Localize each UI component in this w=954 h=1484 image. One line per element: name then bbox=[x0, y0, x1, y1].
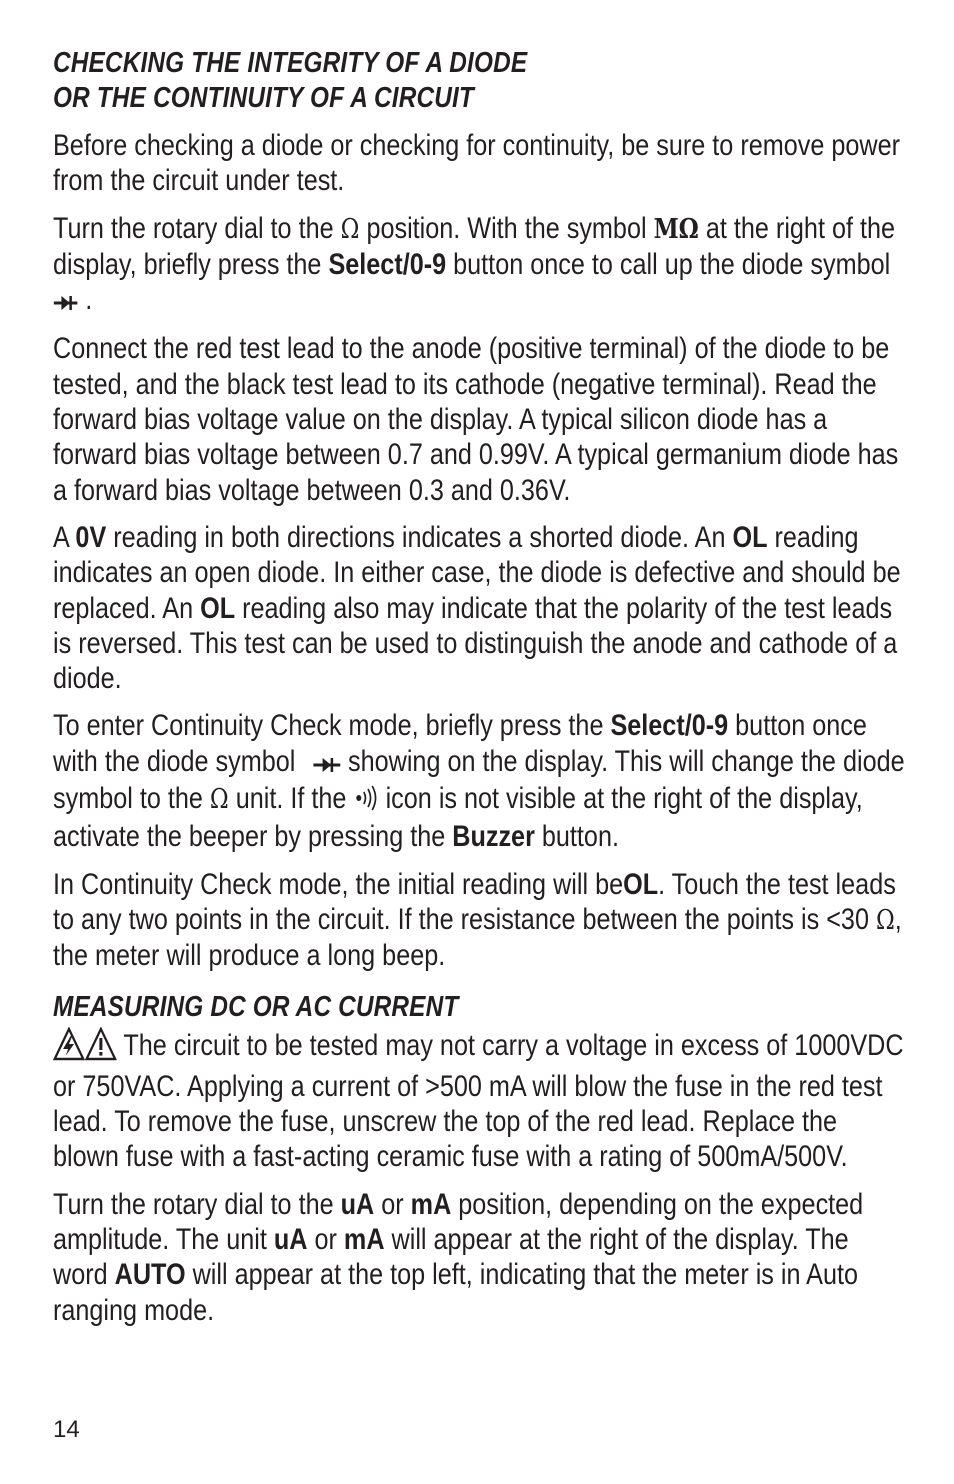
paragraph-warning-fuse: The circuit to be tested may not carry a voltage in excess of 1000VDC or 750VAC. Applying a current of >500 mA will blow the fuse in the red test lead. To remove the fuse, unscrew the top of the red lead. Replace the blown fuse with a fast-acting ceramic fuse with a rating of 500mA/500V. bbox=[53, 1028, 904, 1174]
beeper-icon bbox=[353, 784, 378, 819]
paragraph-connect-leads: Connect the red test lead to the anode (positive terminal) of the diode to be tested, and the black test lead to its cathode (negative terminal). Read the forward bias voltage value on the display. A typical silicon diode has a forward bias voltage between 0.7 and 0.99V. A typical germanium diode has a forward bias voltage between 0.3 and 0.36V. bbox=[53, 332, 899, 507]
paragraph-readings: A 0V reading in both directions indicates a shorted diode. An OL reading indicates an open diode. In either case, the diode is defective and should be replaced. An OL reading also may indicate that the polarity of the test leads is reversed. This test can be used to distinguish the anode and cathode of a diode. bbox=[53, 520, 901, 696]
select-button-label: Select/0-9 bbox=[328, 247, 447, 281]
reading-ol: OL bbox=[623, 867, 659, 901]
electrical-hazard-warning-icon bbox=[53, 1027, 85, 1069]
mohm-symbol: MΩ bbox=[653, 213, 699, 245]
paragraph-initial-reading: In Continuity Check mode, the initial reading will beOL. Touch the test leads to any two points in the circuit. If the resistance between the points is <30 Ω, the meter will produce a long beep. bbox=[53, 867, 902, 973]
page-number: 14 bbox=[53, 1416, 80, 1443]
reading-ol: OL bbox=[200, 591, 236, 625]
diode-symbol-icon bbox=[312, 746, 341, 781]
unit-ma: mA bbox=[410, 1187, 452, 1221]
unit-ua: uA bbox=[340, 1187, 375, 1221]
reading-0v: 0V bbox=[75, 520, 107, 554]
manual-page bbox=[53, 46, 909, 1328]
section-heading-diode bbox=[53, 46, 909, 116]
page-content bbox=[53, 46, 909, 1328]
ohm-symbol: Ω bbox=[209, 784, 229, 816]
heading-line-2: OR THE CONTINUITY OF A CIRCUIT bbox=[53, 82, 474, 114]
diode-symbol-icon bbox=[53, 284, 78, 319]
select-button-label: Select/0-9 bbox=[610, 709, 729, 743]
paragraph-remove-power: Before checking a diode or checking for continuity, be sure to remove power from the circuit under test. bbox=[53, 129, 900, 198]
unit-ua: uA bbox=[273, 1223, 308, 1257]
ohm-symbol: Ω bbox=[340, 213, 360, 245]
paragraph-continuity-mode: To enter Continuity Check mode, briefly press the Select/0-9 button once with the diode symbol showing on the display. This will change the diode symbol to the Ω unit. If the icon is not visible at the right of the display, activate the beeper by pressing the Buzzer button. bbox=[53, 709, 905, 854]
reading-ol: OL bbox=[732, 520, 768, 554]
heading-line-1: CHECKING THE INTEGRITY OF A DIODE bbox=[53, 47, 528, 79]
unit-ma: mA bbox=[343, 1223, 385, 1257]
section-heading-current: MEASURING DC OR AC CURRENT bbox=[53, 990, 459, 1023]
auto-word: AUTO bbox=[114, 1258, 186, 1292]
ohm-symbol: Ω bbox=[875, 904, 895, 936]
paragraph-current-dial: Turn the rotary dial to the uA or mA position, depending on the expected amplitude. The unit uA or mA will appear at the right of the display. The word AUTO will appear at the top left, indicating that the meter is in Auto ranging mode. bbox=[53, 1187, 864, 1327]
caution-warning-icon bbox=[85, 1027, 117, 1069]
buzzer-button-label: Buzzer bbox=[452, 820, 535, 854]
paragraph-rotary-dial: Turn the rotary dial to the Ω position. With the symbol MΩ at the right of the display, briefly press the Select/0-9 button once to call up the diode symbol . bbox=[53, 211, 909, 320]
